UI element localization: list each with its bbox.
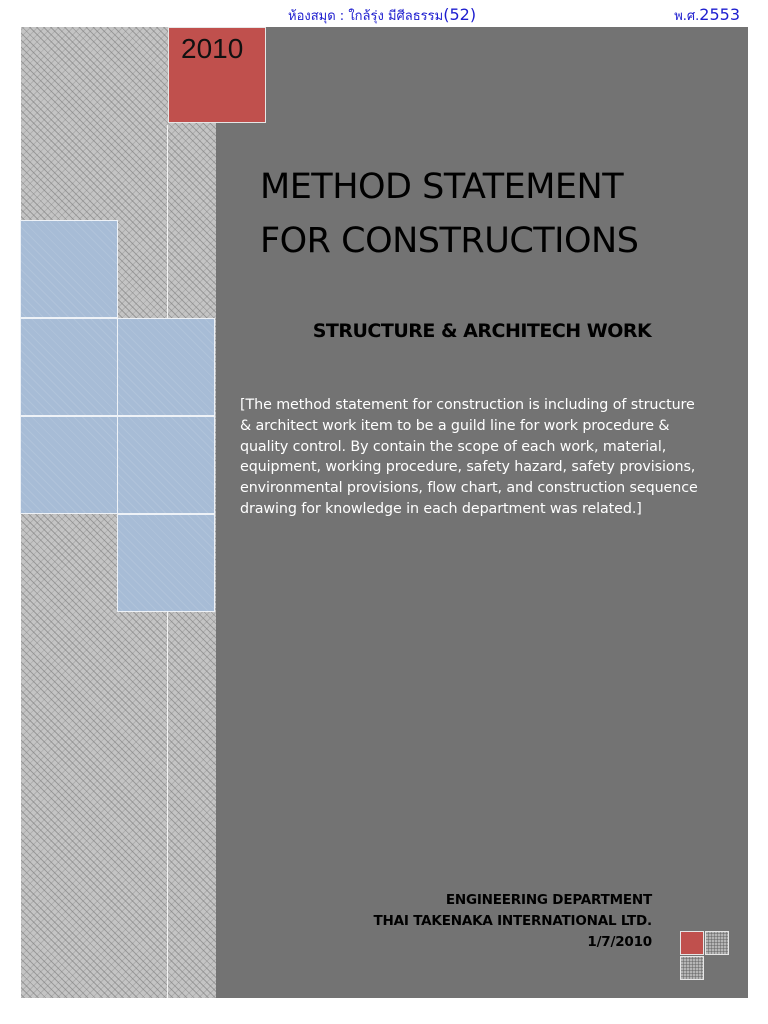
blue-tile (118, 515, 214, 611)
title-line-2: FOR CONSTRUCTIONS (260, 221, 639, 261)
logo-square-grey (680, 956, 704, 980)
blue-tile (118, 417, 214, 513)
blue-tile (21, 319, 117, 415)
library-number: (52) (443, 5, 477, 24)
document-date: 1/7/2010 (587, 934, 652, 950)
year-text: 2010 (181, 33, 244, 64)
logo-square-red (680, 931, 704, 955)
blue-tile (21, 221, 117, 317)
document-title (260, 160, 720, 268)
logo-square-grey (705, 931, 729, 955)
blue-tile (118, 319, 214, 415)
department-name: ENGINEERING DEPARTMENT (445, 892, 652, 908)
title-line-1: METHOD STATEMENT (260, 167, 624, 207)
blue-tile (21, 417, 117, 513)
era-header (674, 5, 740, 26)
document-subtitle: STRUCTURE & ARCHITECH WORK (312, 320, 652, 342)
publisher-info (374, 890, 652, 953)
company-name: THAI TAKENAKA INTERNATIONAL LTD. (373, 913, 652, 929)
year-badge (168, 27, 266, 123)
era-label: พ.ศ. (674, 9, 700, 24)
document-abstract: [The method statement for construction is including of structure & architect work item to be a guild line for work procedure & quality control. By contain the scope of each work, material, equipment, working procedure, safety hazard, safety provisions, environmental provisions, flow chart, and construction sequence drawing for knowledge in each department was related.] (240, 397, 698, 517)
library-header (288, 5, 476, 26)
library-label: ห้องสมุด : ใกล้รุ่ง มีศีลธรรม (288, 9, 444, 24)
era-year: 2553 (699, 5, 740, 24)
